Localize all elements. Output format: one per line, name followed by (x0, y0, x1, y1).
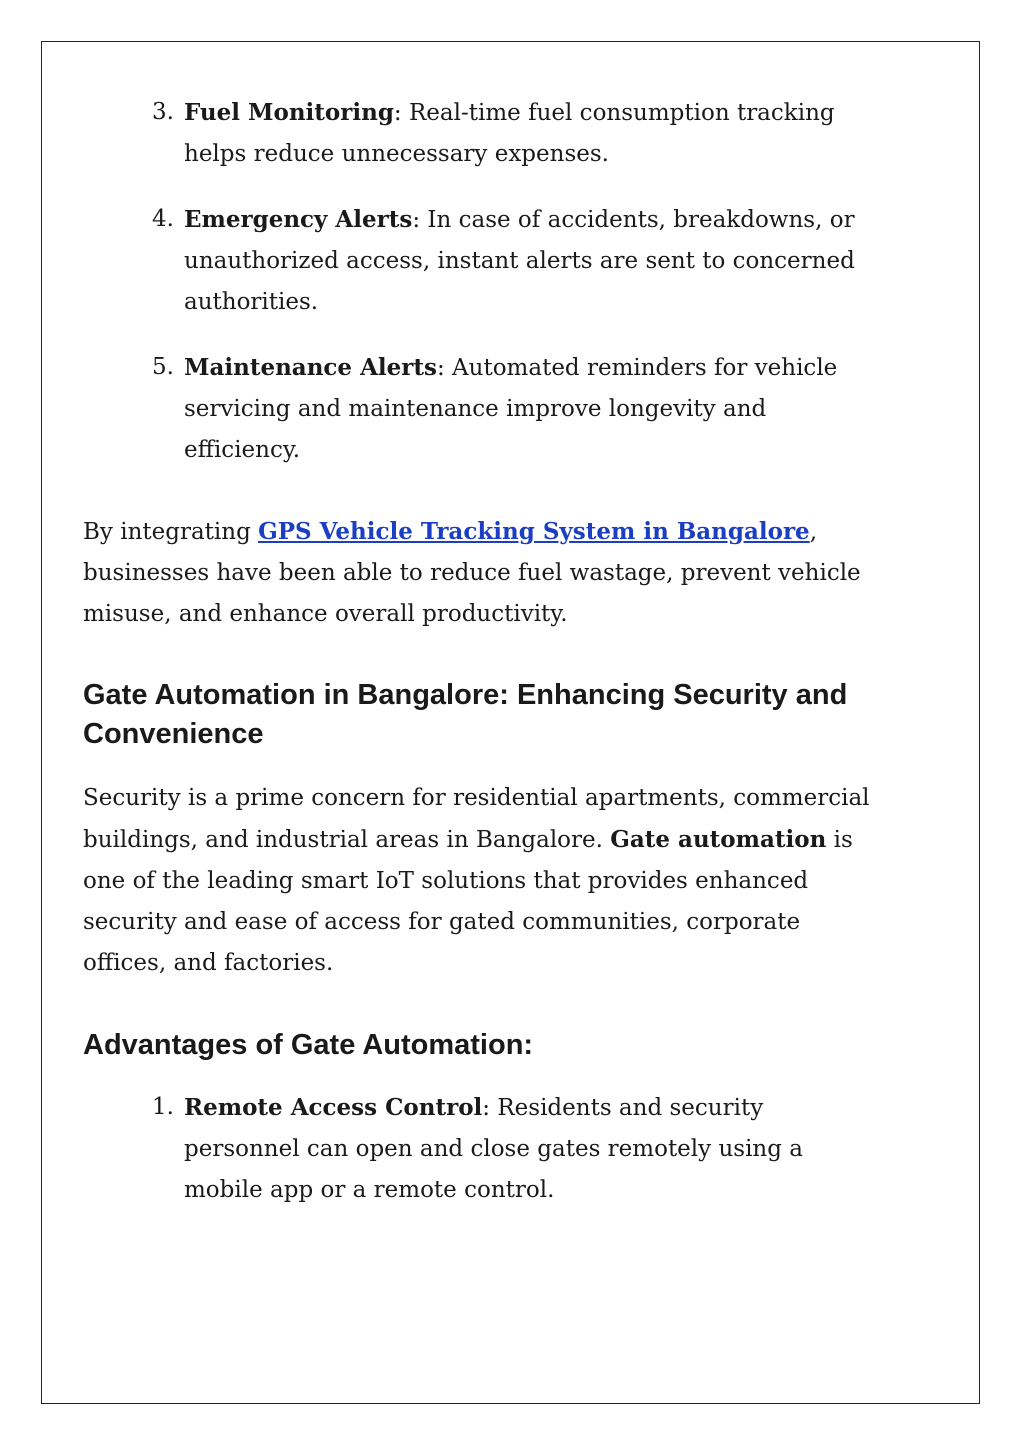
list-item-text: : Real-time fuel consumption tracking helps reduce unnecessary expenses. (184, 100, 835, 167)
list-item (83, 1087, 873, 1211)
list-item-title: Emergency Alerts (184, 206, 413, 233)
list-item (83, 92, 873, 175)
list-item-title: Remote Access Control (184, 1094, 483, 1121)
gps-tracking-link[interactable]: GPS Vehicle Tracking System in Bangalore (258, 518, 810, 545)
gate-automation-heading: Gate Automation in Bangalore: Enhancing Security and Convenience (83, 679, 848, 750)
security-text-before: Security is a prime concern for residential apartments, commercial buildings, and industrial areas in Bangalore. (83, 785, 870, 853)
intro-text-before: By integrating (83, 519, 259, 545)
list-item (83, 347, 873, 471)
security-text-after: is one of the leading smart IoT solutions that provides enhanced security and ease of access for gated communities, corporate offices, and factories. (83, 827, 853, 976)
intro-text-after: , businesses have been able to reduce fuel wastage, prevent vehicle misuse, and enhance overall productivity. (83, 519, 861, 627)
list-number: 5. (152, 354, 174, 380)
list-item-text: : Automated reminders for vehicle servicing and maintenance improve longevity and efficiency. (184, 355, 838, 463)
list-item-text: : Residents and security personnel can open and close gates remotely using a mobile app or a remote control. (184, 1095, 803, 1203)
document-content (83, 92, 873, 1235)
list-number: 1. (152, 1094, 174, 1120)
advantages-list (83, 1087, 873, 1211)
list-item-text: : In case of accidents, breakdowns, or unauthorized access, instant alerts are sent to concerned authorities. (184, 207, 855, 315)
list-number: 4. (152, 206, 174, 232)
features-list (83, 92, 873, 471)
security-text-bold: Gate automation (610, 826, 827, 853)
security-paragraph (83, 778, 873, 984)
list-number: 3. (152, 99, 174, 125)
advantages-heading: Advantages of Gate Automation: (83, 1029, 534, 1061)
list-item-title: Fuel Monitoring (184, 99, 394, 126)
list-item (83, 199, 873, 323)
list-item-title: Maintenance Alerts (184, 354, 437, 381)
intro-paragraph (83, 511, 873, 635)
